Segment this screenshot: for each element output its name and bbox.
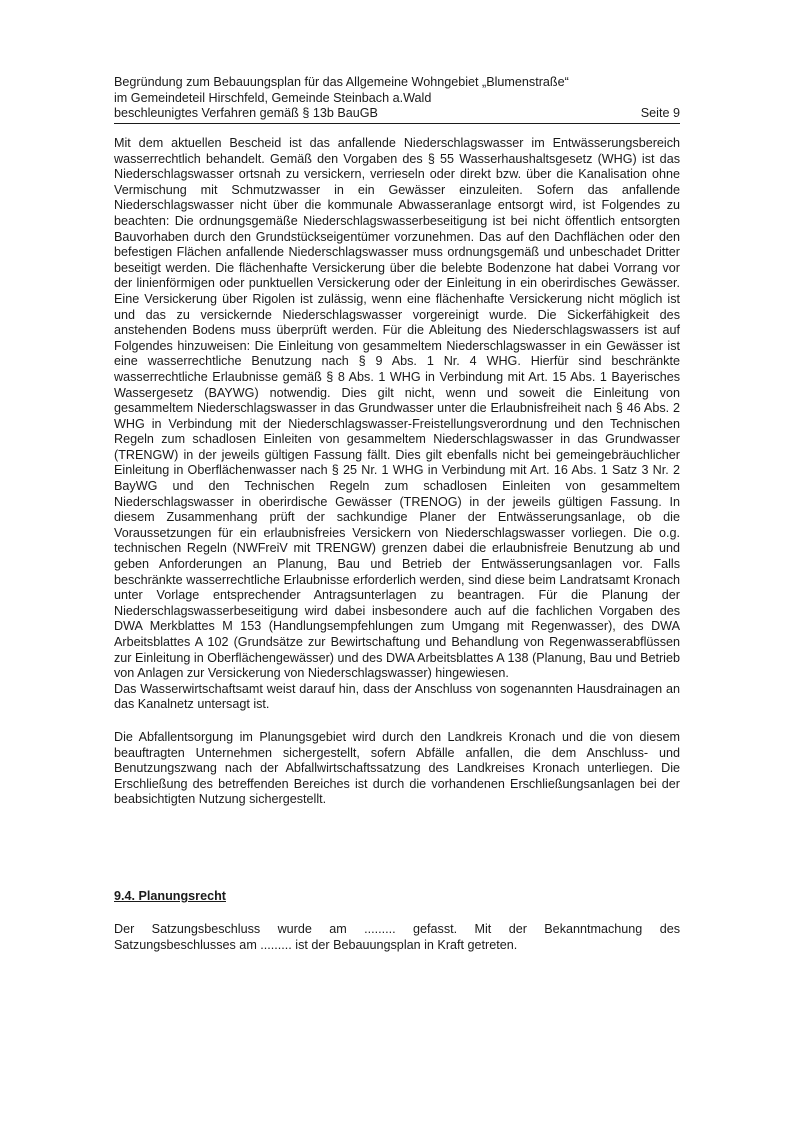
paragraph-hausdrainagen: Das Wasserwirtschaftsamt weist darauf hin, dass der Anschluss von sogenannten Hausdrainagen an das Kanalnetz untersagt ist. — [114, 681, 680, 712]
paragraph-abfallentsorgung: Die Abfallentsorgung im Planungsgebiet wird durch den Landkreis Kronach und die von diesem beauftragten Unternehmen sichergestellt, sofern Abfälle anfallen, die dem Anschluss- und Benutzungszwang nach der Abfallwirtschaftssatzung des Landkreises Kronach unterliegen. Die Erschließung des betreffenden Bereiches ist durch die vorhandenen Erschließungsanlagen bei der beabsichtigten Nutzung sichergestellt. — [114, 729, 680, 807]
document-body — [114, 136, 680, 808]
header-row-3 — [114, 106, 680, 124]
header-procedure: beschleunigtes Verfahren gemäß § 13b BauGB — [114, 106, 378, 120]
header-title-line-1: Begründung zum Bebauungsplan für das Allgemeine Wohngebiet „Blumenstraße“ — [114, 75, 569, 89]
header-title-line-2: im Gemeindeteil Hirschfeld, Gemeinde Steinbach a.Wald — [114, 90, 432, 105]
section-heading-planungsrecht: 9.4. Planungsrecht — [114, 889, 226, 903]
section-planungsrecht-body — [114, 922, 680, 953]
paragraph-satzungsbeschluss: Der Satzungsbeschluss wurde am ......... gefasst. Mit der Bekanntmachung des Satzungsbeschlusses am ......... ist der Bebauungsplan in Kraft getreten. — [114, 922, 680, 952]
paragraph-spacer — [114, 713, 680, 730]
page-header — [114, 75, 680, 124]
page-number: Seite 9 — [640, 106, 680, 120]
paragraph-niederschlagswasser: Mit dem aktuellen Bescheid ist das anfallende Niederschlagswasser im Entwässerungsbereich wasserrechtlich behandelt. Gemäß den Vorgaben des § 55 Wasserhaushaltsgesetz (WHG) ist das Niederschlagswasser ortsnah zu versickern, verrieseln oder direkt bzw. über die Kanalisation ohne Vermischung mit Schmutzwasser in ein Gewässer einzuleiten. Sofern das anfallende Niederschlagswasser nicht über die kommunale Abwasseranlage entsorgt wird, ist Folgendes zu beachten: Die ordnungsgemäße Niederschlagswasserbeseitigung ist bei nicht öffentlich entsorgten Bauvorhaben durch den Grundstückseigentümer vorzunehmen. Das auf den Dachflächen oder den befestigen Flächen anfallende Niederschlagswasser muss ordnungsgemäß und unbeschadet Dritter beseitigt werden. Die flächenhafte Versickerung über die belebte Bodenzone hat dabei Vorrang vor der linienförmigen oder punktuellen Versickerung oder der Einleitung in ein oberirdisches Gewässer. Eine Versickerung über Rigolen ist zulässig, wenn eine flächenhafte Versickerung nicht möglich ist und das zu versickernde Niederschlagswasser vorgereinigt wurde. Die Sickerfähigkeit des anstehenden Bodens muss überprüft werden. Für die Ableitung des Niederschlagswassers ist auf Folgendes hinzuweisen: Die Einleitung von gesammeltem Niederschlagswasser in ein Gewässer ist eine wasserrechtliche Benutzung nach § 9 Abs. 1 Nr. 4 WHG. Hierfür sind beschränkte wasserrechtliche Erlaubnisse gemäß § 8 Abs. 1 WHG in Verbindung mit Art. 15 Abs. 1 Bayerisches Wassergesetz (BAYWG) notwendig. Dies gilt nicht, wenn und soweit die Einleitung von gesammeltem Niederschlagswasser in das Grundwasser unter die Erlaubnisfreiheit nach § 46 Abs. 2 WHG in Verbindung mit der Niederschlagswasser-Freistellungsverordnung und den Technischen Regeln zum schadlosen Einleiten von gesammeltem Niederschlagswasser in das Grundwasser (TRENGW) in der jeweils gültigen Fassung fällt. Dies gilt ebenfalls nicht bei gemeingebräuchlicher Einleitung in Oberflächenwasser nach § 25 Nr. 1 WHG in Verbindung mit Art. 16 Abs. 1 Satz 3 Nr. 2 BayWG und den Technischen Regeln zum schadlosen Einleiten von gesammeltem Niederschlagswasser in oberirdische Gewässer (TRENOG) in der jeweils gültigen Fassung. In diesem Zusammenhang prüft der sachkundige Planer der Entwässerungsanlage, ob die Voraussetzungen für ein erlaubnisfreies Versickern von Niederschlagswasser vorliegen. Die o.g. technischen Regeln (NWFreiV mit TRENGW) grenzen dabei die erlaubnisfreie Benutzung ab und geben Anforderungen an Planung, Bau und Betrieb der Entwässerungsanlagen vor. Falls beschränkte wasserrechtliche Erlaubnisse erforderlich werden, sind diese beim Landratsamt Kronach unter Vorlage entsprechender Antragsunterlagen zu beantragen. Für die Planung der Niederschlagswasserbeseitigung wird dabei insbesondere auch auf die fachlichen Vorgaben des DWA Merkblattes M 153 (Handlungsempfehlungen zum Umgang mit Regenwasser), des DWA Arbeitsblattes A 102 (Grundsätze zur Bewirtschaftung und Behandlung von Regenwasserabflüssen zur Einleitung in Oberflächengewässer) und des DWA Arbeitsblattes A 138 (Planung, Bau und Betrieb von Anlagen zur Versickerung von Niederschlagswasser) hingewiesen. — [114, 136, 680, 681]
